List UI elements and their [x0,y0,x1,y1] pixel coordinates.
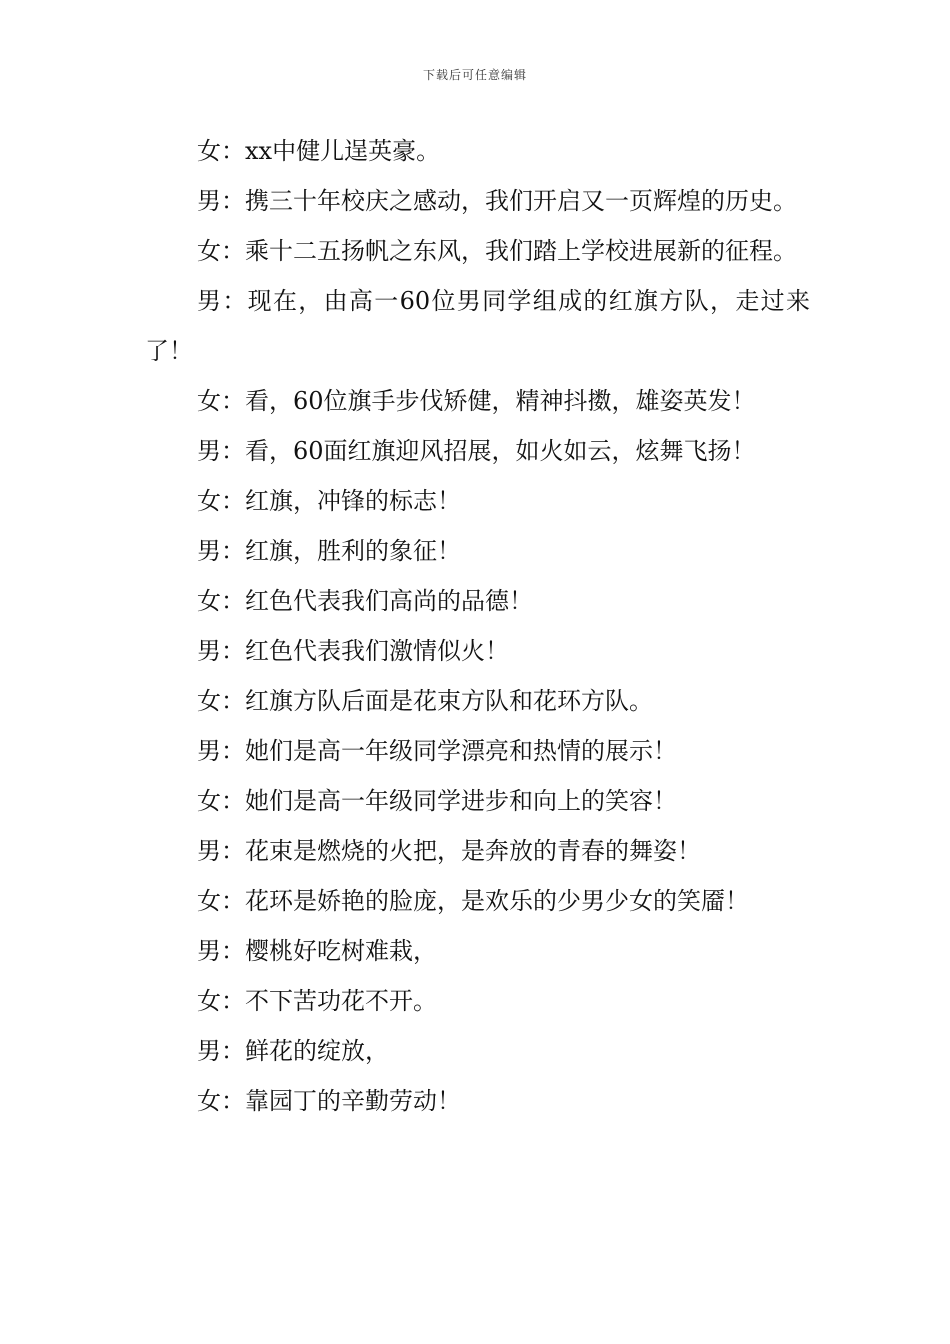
page-header-note: 下载后可任意编辑 [422,68,527,82]
paragraph: 男：花束是燃烧的火把，是奔放的青春的舞姿！ [197,837,701,865]
paragraph: 男：红旗，胜利的象征！ [197,537,461,565]
paragraph: 女：花环是娇艳的脸庞，是欢乐的少男少女的笑靥！ [197,887,749,915]
paragraph: 女：不下苦功花不开。 [197,987,437,1015]
paragraph: 男：看，60面红旗迎风招展，如火如云，炫舞飞扬！ [197,437,756,465]
paragraph: 男：现在，由高一60位男同学组成的红旗方队，走过来了！ [145,287,810,365]
paragraph: 女：xx中健儿逞英豪。 [197,137,441,165]
paragraph: 女：她们是高一年级同学进步和向上的笑容！ [197,787,677,815]
script-body [145,126,810,1126]
paragraph: 男：红色代表我们激情似火！ [197,637,509,665]
paragraph: 女：红色代表我们高尚的品德！ [197,587,533,615]
paragraph: 男：鲜花的绽放， [197,1037,389,1065]
paragraph: 女：乘十二五扬帆之东风，我们踏上学校进展新的征程。 [197,237,797,265]
paragraph: 男：她们是高一年级同学漂亮和热情的展示！ [197,737,677,765]
paragraph: 男：携三十年校庆之感动，我们开启又一页辉煌的历史。 [197,187,797,215]
paragraph: 女：看，60位旗手步伐矫健，精神抖擞，雄姿英发！ [197,387,756,415]
paragraph: 女：红旗，冲锋的标志！ [197,487,461,515]
paragraph: 女：靠园丁的辛勤劳动！ [197,1087,461,1115]
paragraph: 男：樱桃好吃树难栽， [197,937,437,965]
paragraph: 女：红旗方队后面是花束方队和花环方队。 [197,687,653,715]
